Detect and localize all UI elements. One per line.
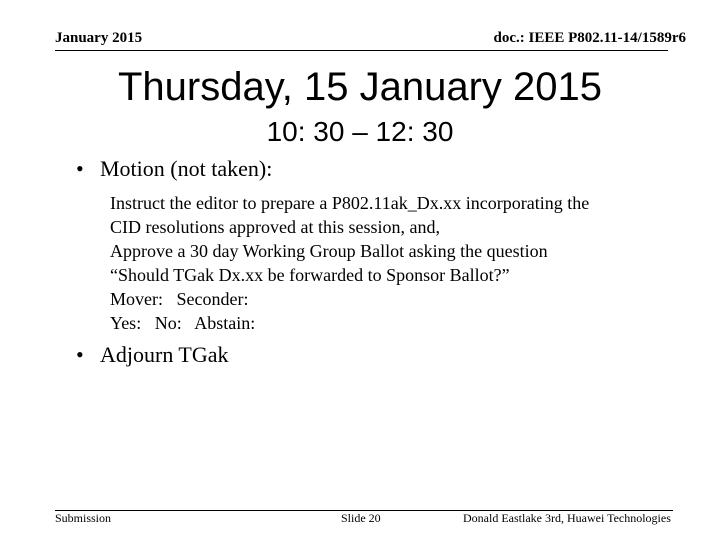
slide-title: Thursday, 15 January 2015	[117, 65, 602, 109]
motion-line: Instruct the editor to prepare a P802.11ak_Dx.xx incorporating the	[110, 193, 590, 213]
bullet-icon: •	[76, 342, 84, 367]
bullet-text: Adjourn TGak	[100, 342, 229, 367]
header-doc-id: doc.: IEEE P802.11-14/1589r6	[493, 30, 686, 46]
motion-line: Mover: Seconder:	[110, 289, 249, 309]
header-date: January 2015	[55, 30, 143, 46]
slide-subtitle: 10: 30 – 12: 30	[266, 116, 454, 147]
bullet-item-motion	[76, 156, 272, 182]
motion-line: CID resolutions approved at this session, and,	[110, 217, 440, 237]
header-divider	[55, 50, 668, 51]
motion-line: Yes: No: Abstain:	[110, 313, 256, 333]
motion-line: Approve a 30 day Working Group Ballot asking the question	[110, 241, 548, 261]
motion-details	[110, 191, 670, 335]
bullet-item-adjourn	[76, 342, 229, 368]
motion-line: “Should TGak Dx.xx be forwarded to Sponsor Ballot?”	[110, 265, 510, 285]
bullet-text: Motion (not taken):	[100, 156, 273, 181]
footer-submission: Submission	[55, 511, 112, 525]
footer-slide-number: Slide 20	[341, 511, 381, 525]
bullet-icon: •	[76, 156, 84, 181]
footer-author: Donald Eastlake 3rd, Huawei Technologies	[463, 511, 671, 525]
